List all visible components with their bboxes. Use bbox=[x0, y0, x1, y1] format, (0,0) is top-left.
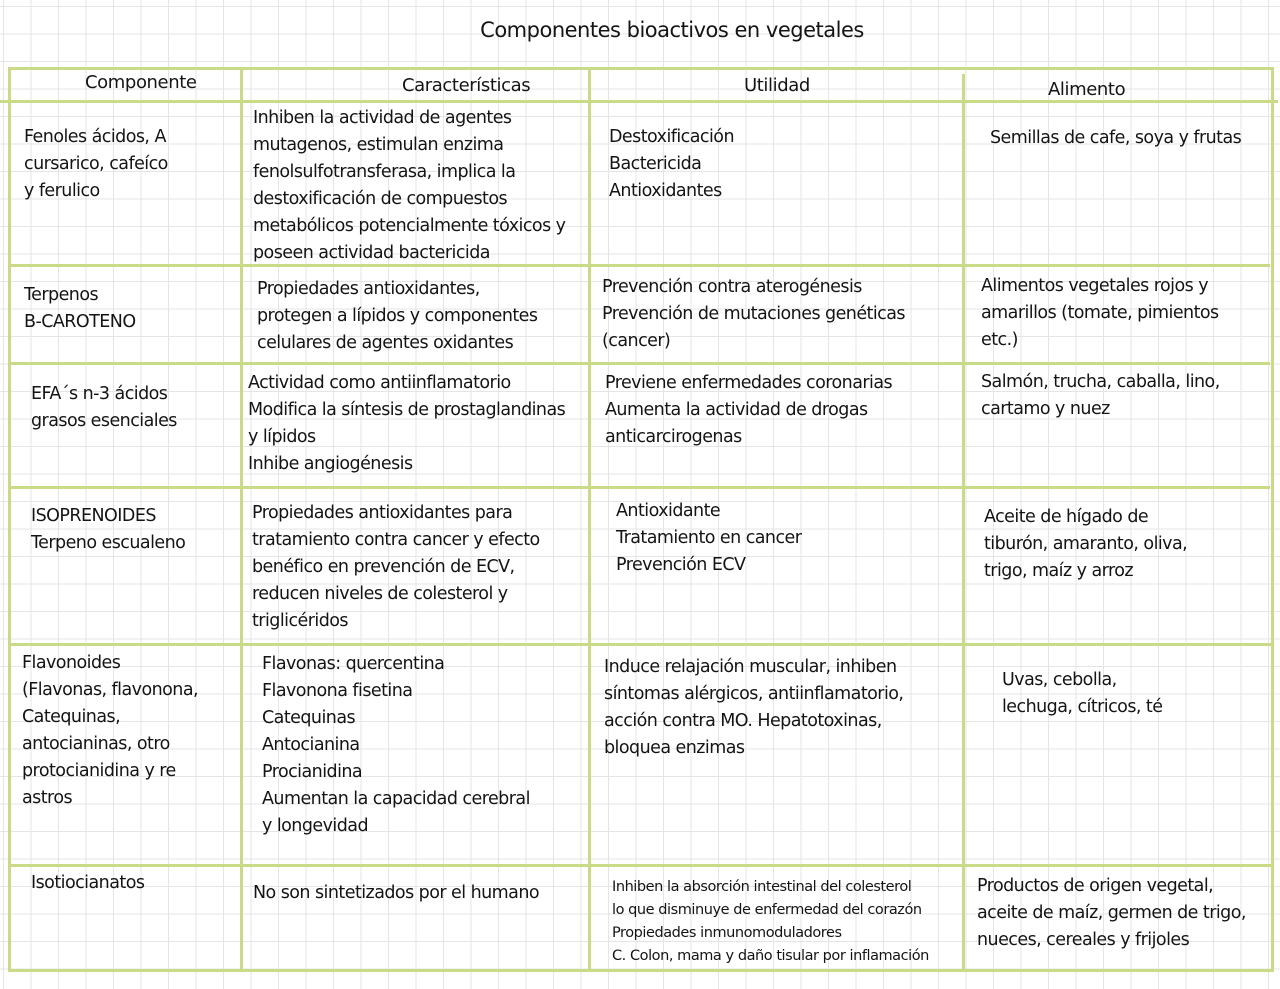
cell-text-line: Prevención contra aterogénesis bbox=[602, 277, 862, 297]
cell-text-line: Productos de origen vegetal, bbox=[977, 876, 1214, 896]
header-utilidad: Utilidad bbox=[744, 75, 810, 96]
cell-utilidad bbox=[602, 274, 905, 355]
page-title: Componentes bioactivos en vegetales bbox=[480, 18, 864, 42]
cell-text-line: Aceite de hígado de bbox=[984, 507, 1149, 527]
cell-text-line: etc.) bbox=[981, 330, 1018, 350]
cell-text-line: antocianinas, otro bbox=[22, 734, 170, 754]
cell-utilidad bbox=[609, 124, 734, 205]
cell-caracteristicas bbox=[253, 105, 565, 267]
cell-text-line: cartamo y nuez bbox=[981, 399, 1110, 419]
cell-text-line: Flavonona fisetina bbox=[262, 681, 413, 701]
cell-text-line: lo que disminuye de enfermedad del corazón bbox=[612, 902, 922, 918]
cell-text-line: cursarico, cafeíco bbox=[24, 154, 168, 174]
row-divider bbox=[8, 486, 1270, 489]
cell-alimento bbox=[1002, 667, 1162, 721]
cell-text-line: Inhibe angiogénesis bbox=[248, 454, 413, 474]
cell-text-line: Fenoles ácidos, A bbox=[24, 127, 166, 147]
cell-alimento bbox=[977, 873, 1246, 954]
cell-utilidad bbox=[612, 876, 929, 968]
cell-text-line: Terpeno escualeno bbox=[31, 533, 186, 553]
cell-text-line: Catequinas, bbox=[22, 707, 121, 727]
cell-text-line: Antioxidantes bbox=[609, 181, 722, 201]
row-divider bbox=[8, 643, 1274, 646]
header-divider bbox=[0, 100, 1278, 103]
header-componente: Componente bbox=[85, 72, 197, 93]
cell-text-line: fenolsulfotransferasa, implica la bbox=[253, 162, 516, 182]
cell-text-line: aceite de maíz, germen de trigo, bbox=[977, 903, 1246, 923]
cell-text-line: metabólicos potencialmente tóxicos y bbox=[253, 216, 566, 236]
cell-componente bbox=[24, 282, 136, 336]
column-divider bbox=[962, 74, 965, 972]
cell-text-line: B-CAROTENO bbox=[24, 312, 136, 332]
cell-caracteristicas bbox=[262, 651, 530, 840]
cell-alimento bbox=[990, 125, 1241, 152]
cell-componente bbox=[22, 650, 198, 812]
cell-alimento bbox=[981, 273, 1219, 354]
cell-text-line: Procianidina bbox=[262, 762, 363, 782]
table-border-right bbox=[1271, 67, 1274, 972]
cell-text-line: C. Colon, mama y daño tisular por inflamación bbox=[612, 948, 929, 964]
header-caracteristicas: Características bbox=[402, 75, 531, 96]
cell-text-line: amarillos (tomate, pimientos bbox=[981, 303, 1219, 323]
cell-text-line: Flavonoides bbox=[22, 653, 121, 673]
cell-text-line: Antioxidante bbox=[616, 501, 721, 521]
cell-text-line: acción contra MO. Hepatotoxinas, bbox=[604, 711, 882, 731]
cell-caracteristicas bbox=[257, 276, 537, 357]
cell-text-line: anticarcirogenas bbox=[605, 427, 742, 447]
cell-text-line: Destoxificación bbox=[609, 127, 735, 147]
cell-text-line: Tratamiento en cancer bbox=[616, 528, 802, 548]
cell-text-line: EFA´s n-3 ácidos bbox=[31, 384, 168, 404]
cell-text-line: Uvas, cebolla, bbox=[1002, 670, 1117, 690]
cell-componente bbox=[31, 381, 177, 435]
cell-utilidad bbox=[604, 654, 903, 762]
cell-text-line: destoxificación de compuestos bbox=[253, 189, 508, 209]
cell-text-line: Aumenta la actividad de drogas bbox=[605, 400, 868, 420]
column-divider bbox=[240, 67, 243, 972]
cell-text-line: Induce relajación muscular, inhiben bbox=[604, 657, 897, 677]
cell-text-line: astros bbox=[22, 788, 73, 808]
cell-text-line: grasos esenciales bbox=[31, 411, 177, 431]
cell-text-line: (cancer) bbox=[602, 331, 671, 351]
cell-alimento bbox=[984, 504, 1187, 585]
cell-text-line: protocianidina y re bbox=[22, 761, 176, 781]
cell-text-line: benéfico en prevención de ECV, bbox=[252, 557, 515, 577]
table-border-left bbox=[8, 67, 11, 972]
cell-text-line: triglicéridos bbox=[252, 611, 348, 631]
cell-text-line: Modifica la síntesis de prostaglandinas bbox=[248, 400, 566, 420]
header-alimento: Alimento bbox=[1048, 79, 1126, 100]
cell-text-line: Bactericida bbox=[609, 154, 702, 174]
cell-text-line: Aumentan la capacidad cerebral bbox=[262, 789, 530, 809]
cell-text-line: Previene enfermedades coronarias bbox=[605, 373, 893, 393]
cell-text-line: Inhiben la actividad de agentes bbox=[253, 108, 512, 128]
cell-text-line: y longevidad bbox=[262, 816, 369, 836]
table-border-bottom bbox=[8, 969, 1274, 972]
cell-text-line: lechuga, cítricos, té bbox=[1002, 697, 1163, 717]
cell-text-line: nueces, cereales y frijoles bbox=[977, 930, 1190, 950]
cell-text-line: No son sintetizados por el humano bbox=[253, 883, 540, 903]
cell-text-line: (Flavonas, flavonona, bbox=[22, 680, 199, 700]
cell-text-line: Actividad como antiinflamatorio bbox=[248, 373, 511, 393]
cell-text-line: Propiedades antioxidantes, bbox=[257, 279, 480, 299]
cell-text-line: Antocianina bbox=[262, 735, 360, 755]
column-divider bbox=[588, 67, 591, 972]
cell-text-line: Prevención de mutaciones genéticas bbox=[602, 304, 905, 324]
row-divider bbox=[8, 362, 1270, 365]
cell-text-line: Inhiben la absorción intestinal del colesterol bbox=[612, 879, 912, 895]
cell-text-line: Flavonas: quercentina bbox=[262, 654, 445, 674]
cell-text-line: celulares de agentes oxidantes bbox=[257, 333, 514, 353]
table-border-top bbox=[8, 67, 1274, 70]
cell-text-line: ISOPRENOIDES bbox=[31, 506, 156, 526]
cell-caracteristicas bbox=[253, 880, 539, 907]
cell-alimento bbox=[981, 369, 1220, 423]
cell-utilidad bbox=[605, 370, 892, 451]
cell-text-line: trigo, maíz y arroz bbox=[984, 561, 1134, 581]
cell-caracteristicas bbox=[252, 500, 540, 635]
cell-text-line: síntomas alérgicos, antiinflamatorio, bbox=[604, 684, 904, 704]
cell-text-line: tratamiento contra cancer y efecto bbox=[252, 530, 540, 550]
cell-text-line: Isotiocianatos bbox=[31, 873, 145, 893]
cell-text-line: tiburón, amaranto, oliva, bbox=[984, 534, 1188, 554]
cell-componente bbox=[31, 503, 185, 557]
cell-componente bbox=[31, 870, 144, 897]
cell-text-line: Propiedades antioxidantes para bbox=[252, 503, 513, 523]
cell-text-line: reducen niveles de colesterol y bbox=[252, 584, 508, 604]
cell-text-line: Catequinas bbox=[262, 708, 356, 728]
cell-text-line: mutagenos, estimulan enzima bbox=[253, 135, 504, 155]
cell-text-line: y ferulico bbox=[24, 181, 100, 201]
cell-text-line: Semillas de cafe, soya y frutas bbox=[990, 128, 1242, 148]
cell-text-line: Propiedades inmunomoduladores bbox=[612, 925, 842, 941]
cell-text-line: Prevención ECV bbox=[616, 555, 746, 575]
cell-utilidad bbox=[616, 498, 801, 579]
cell-text-line: poseen actividad bactericida bbox=[253, 243, 490, 263]
row-divider bbox=[8, 864, 1274, 867]
cell-text-line: protegen a lípidos y componentes bbox=[257, 306, 538, 326]
cell-caracteristicas bbox=[248, 370, 565, 478]
cell-text-line: bloquea enzimas bbox=[604, 738, 745, 758]
cell-text-line: Alimentos vegetales rojos y bbox=[981, 276, 1209, 296]
cell-text-line: y lípidos bbox=[248, 427, 316, 447]
cell-text-line: Salmón, trucha, caballa, lino, bbox=[981, 372, 1220, 392]
row-divider bbox=[8, 264, 1270, 267]
cell-text-line: Terpenos bbox=[24, 285, 99, 305]
cell-componente bbox=[24, 124, 168, 205]
